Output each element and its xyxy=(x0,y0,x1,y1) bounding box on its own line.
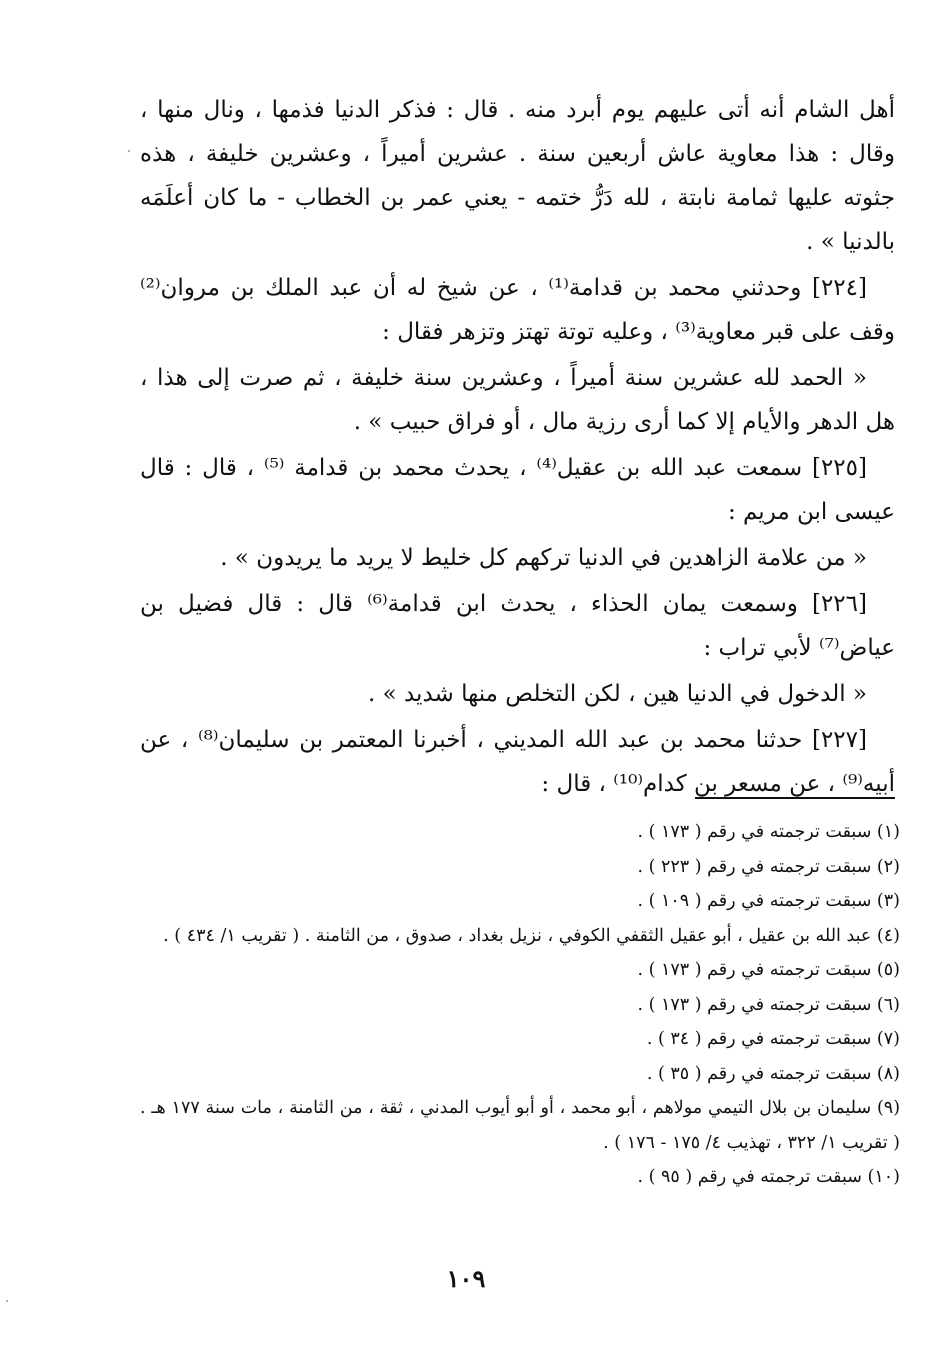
paragraph-continuation: أهل الشام أنه أتى عليهم يوم أبرد منه . قال : فذكر الدنيا فذمها ، ونال منها ، وقال : هذا معاوية عاش أربعين سنة . عشرين أميراً ، وعشرين خليفة ، هذه جثوته عليها ثمامة نابتة ، لله دَرُّ ختمه - يعني عمر بن الخطاب - ما كان أعلَمَه بالدنيا » . xyxy=(140,97,895,255)
scan-speck xyxy=(128,150,130,152)
paragraph-226: [٢٢٦] وسمعت يمان الحذاء ، يحدث ابن قدامة⁽⁶⁾ قال : قال فضيل بن عياض⁽⁷⁾ لأبي تراب : xyxy=(140,591,895,661)
quote-224: « الحمد لله عشرين سنة أميراً ، وعشرين سنة خليفة ، ثم صرت إلى هذا ، هل الدهر والأيام إلا كما أرى رزية مال ، أو فراق حبيب » . xyxy=(140,365,895,435)
footnote-3: (٣) سبقت ترجمته في رقم ( ١٠٩ ) . xyxy=(637,891,900,911)
main-text xyxy=(140,88,895,808)
scan-speck xyxy=(6,1300,8,1302)
paragraph-225: [٢٢٥] سمعت عبد الله بن عقيل⁽⁴⁾ ، يحدث محمد بن قدامة ⁽⁵⁾ ، قال : قال عيسى ابن مريم : xyxy=(140,455,895,525)
quote-226: « الدخول في الدنيا هين ، لكن التخلص منها شديد » . xyxy=(367,681,867,707)
footnotes xyxy=(140,815,900,1195)
quote-225: « من علامة الزاهدين في الدنيا تركهم كل خليط لا يريد ما يريدون » . xyxy=(220,545,867,571)
paragraph-224: [٢٢٤] وحدثني محمد بن قدامة⁽¹⁾ ، عن شيخ له أن عبد الملك بن مروان⁽²⁾ وقف على قبر معاوية⁽³⁾ ، وعليه توتة تهتز وتزهر فقال : xyxy=(140,275,895,345)
footnote-1: (١) سبقت ترجمته في رقم ( ١٧٣ ) . xyxy=(637,822,900,842)
footnote-5: (٥) سبقت ترجمته في رقم ( ١٧٣ ) . xyxy=(637,960,900,980)
paragraph-227: [٢٢٧] حدثنا محمد بن عبد الله المديني ، أخبرنا المعتمر بن سليمان⁽⁸⁾ ، عن أبيه⁽⁹⁾ ، عن مسعر بن كدام⁽¹⁰⁾ ، قال : xyxy=(140,727,895,797)
page-number: ١٠٩ xyxy=(446,1264,486,1293)
footnote-10: (١٠) سبقت ترجمته في رقم ( ٩٥ ) . xyxy=(637,1167,900,1187)
footnote-8: (٨) سبقت ترجمته في رقم ( ٣٥ ) . xyxy=(646,1063,900,1084)
footnote-9: (٩) سليمان بن بلال التيمي مولاهم ، أبو محمد ، أو أبو أيوب المدني ، ثقة ، من الثامنة ، مات سنة ١٧٧ هـ . ( تقريب ١/ ٣٢٢ ، تهذيب ٤/ ١٧٥ - ١٧٦ ) . xyxy=(140,1098,901,1153)
footnote-6: (٦) سبقت ترجمته في رقم ( ١٧٣ ) . xyxy=(637,994,900,1015)
footnote-2: (٢) سبقت ترجمته في رقم ( ٢٢٣ ) . xyxy=(637,856,900,877)
footnote-7: (٧) سبقت ترجمته في رقم ( ٣٤ ) . xyxy=(646,1029,900,1049)
footnote-4: (٤) عبد الله بن عقيل ، أبو عقيل الثقفي الكوفي ، نزيل بغداد ، صدوق ، من الثامنة . ( تقريب ١/ ٤٣٤ ) . xyxy=(163,925,900,946)
footnote-separator xyxy=(695,797,895,799)
